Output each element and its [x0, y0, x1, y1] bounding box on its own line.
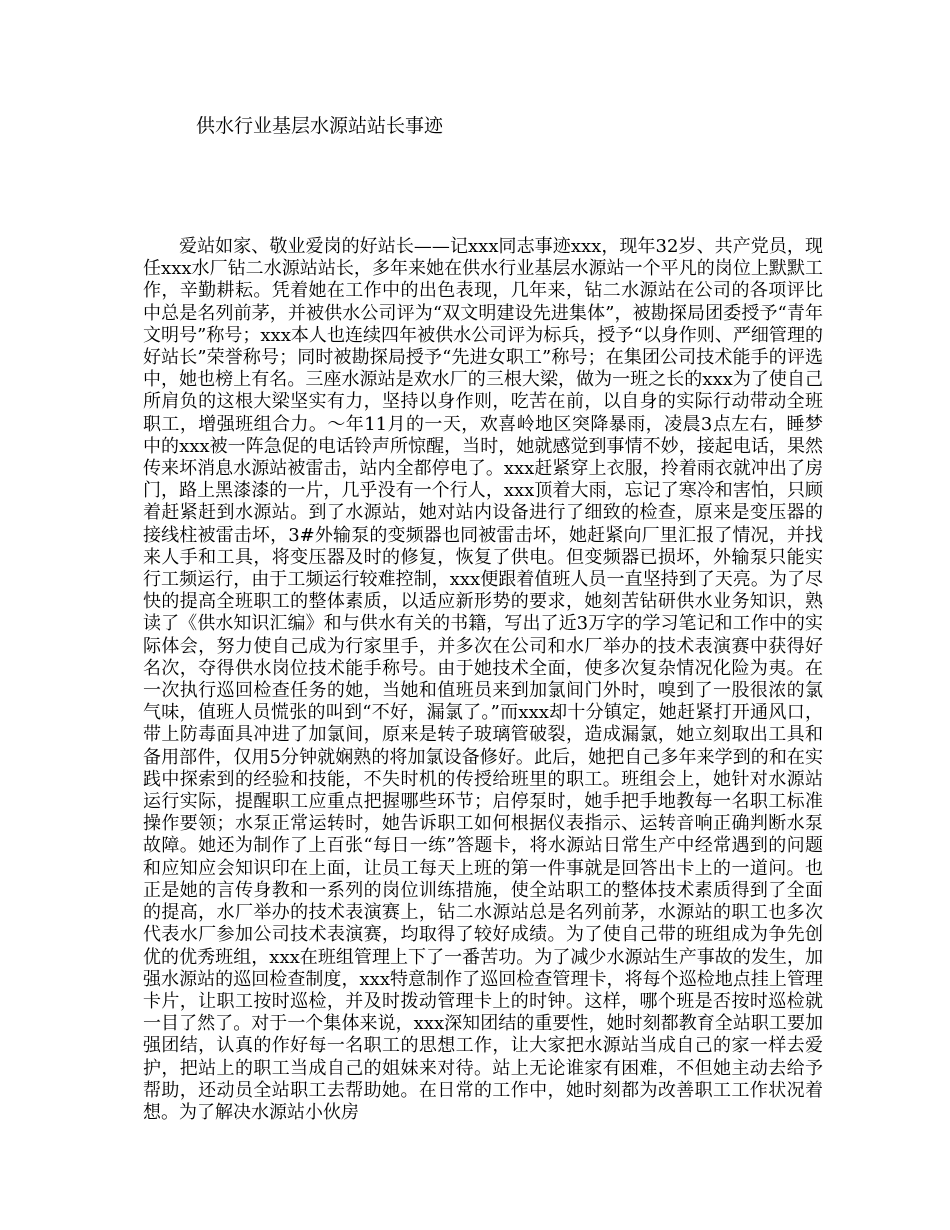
document-body-paragraph: 爱站如家、敬业爱岗的好站长——记xxx同志事迹xxx，现年32岁、共产党员，现任xxx水厂钻二水源站站长，多年来她在供水行业基层水源站一个平凡的岗位上默默工作，辛勤耕耘。凭着她在工作中的出色表现，几年来，钻二水源站在公司的各项评比中总是名列前茅，并被供水公司评为“双文明建设先进集体”，被勘探局团委授予“青年文明号”称号；xxx本人也连续四年被供水公司评为标兵，授予“以身作则、严细管理的好站长”荣誉称号；同时被勘探局授予“先进女职工”称号；在集团公司技术能手的评选中，她也榜上有名。三座水源站是欢水厂的三根大梁，做为一班之长的xxx为了使自己所肩负的这根大梁坚实有力，坚持以身作则，吃苦在前，以自身的实际行动带动全班职工，增强班组合力。～年11月的一天，欢喜岭地区突降暴雨，凌晨3点左右，睡梦中的xxx被一阵急促的电话铃声所惊醒，当时，她就感觉到事情不妙，接起电话，果然传来坏消息水源站被雷击，站内全都停电了。xxx赶紧穿上衣服，拎着雨衣就冲出了房门，路上黑漆漆的一片，几乎没有一个行人，xxx顶着大雨，忘记了寒冷和害怕，只顾着赶紧赶到水源站。到了水源站，她对站内设备进行了细致的检查，原来是变压器的接线柱被雷击坏，3#外输泵的变频器也同被雷击坏，她赶紧向厂里汇报了情况，并找来人手和工具，将变压器及时的修复，恢复了供电。但变频器已损坏，外输泵只能实行工频运行，由于工频运行较难控制，xxx便跟着值班人员一直坚持到了天亮。为了尽快的提高全班职工的整体素质，以适应新形势的要求，她刻苦钻研供水业务知识，熟读了《供水知识汇编》和与供水有关的书籍，写出了近3万字的学习笔记和工作中的实际体会，努力使自己成为行家里手，并多次在公司和水厂举办的技术表演赛中获得好名次，夺得供水岗位技术能手称号。由于她技术全面，使多次复杂情况化险为夷。在一次执行巡回检查任务的她，当她和值班员来到加氯间门外时，嗅到了一股很浓的氯气味，值班人员慌张的叫到“不好，漏氯了。”而xxx却十分镇定，她赶紧打开通风口，带上防毒面具冲进了加氯间，原来是转子玻璃管破裂，造成漏氯，她立刻取出工具和备用部件，仅用5分钟就娴熟的将加氯设备修好。此后，她把自己多年来学到的和在实践中探索到的经验和技能，不失时机的传授给班里的职工。班组会上，她针对水源站运行实际，提醒职工应重点把握哪些环节；启停泵时，她手把手地教每一名职工标准操作要领；水泵正常运转时，她告诉职工如何根据仪表指示、运转音响正确判断水泵故障。她还为制作了上百张“每日一练”答题卡，将水源站日常生产中经常遇到的问题和应知应会知识印在上面，让员工每天上班的第一件事就是回答出卡上的一道问。也正是她的言传身教和一系列的岗位训练措施，使全站职工的整体技术素质得到了全面的提高，水厂举办的技术表演赛上，钻二水源站总是名列前茅，水源站的职工也多次代表水厂参加公司技术表演赛，均取得了较好成绩。为了使自己带的班组成为争先创优的优秀班组，xxx在班组管理上下了一番苦功。为了减少水源站生产事故的发生，加强水源站的巡回检查制度，xxx特意制作了巡回检查管理卡，将每个巡检地点挂上管理卡片，让职工按时巡检，并及时拨动管理卡上的时钟。这样，哪个班是否按时巡检就一目了然了。对于一个集体来说，xxx深知团结的重要性，她时刻都教育全站职工要加强团结，认真的作好每一名职工的思想工作，让大家把水源站当成自己的家一样去爱护，把站上的职工当成自己的姐妹来对待。站上无论谁家有困难，不但她主动去给予帮助，还动员全站职工去帮助她。在日常的工作中，她时刻都为改善职工工作状况着想。为了解决水源站小伙房	[143, 236, 823, 1123]
document-title: 供水行业基层水源站站长事迹	[196, 115, 444, 137]
